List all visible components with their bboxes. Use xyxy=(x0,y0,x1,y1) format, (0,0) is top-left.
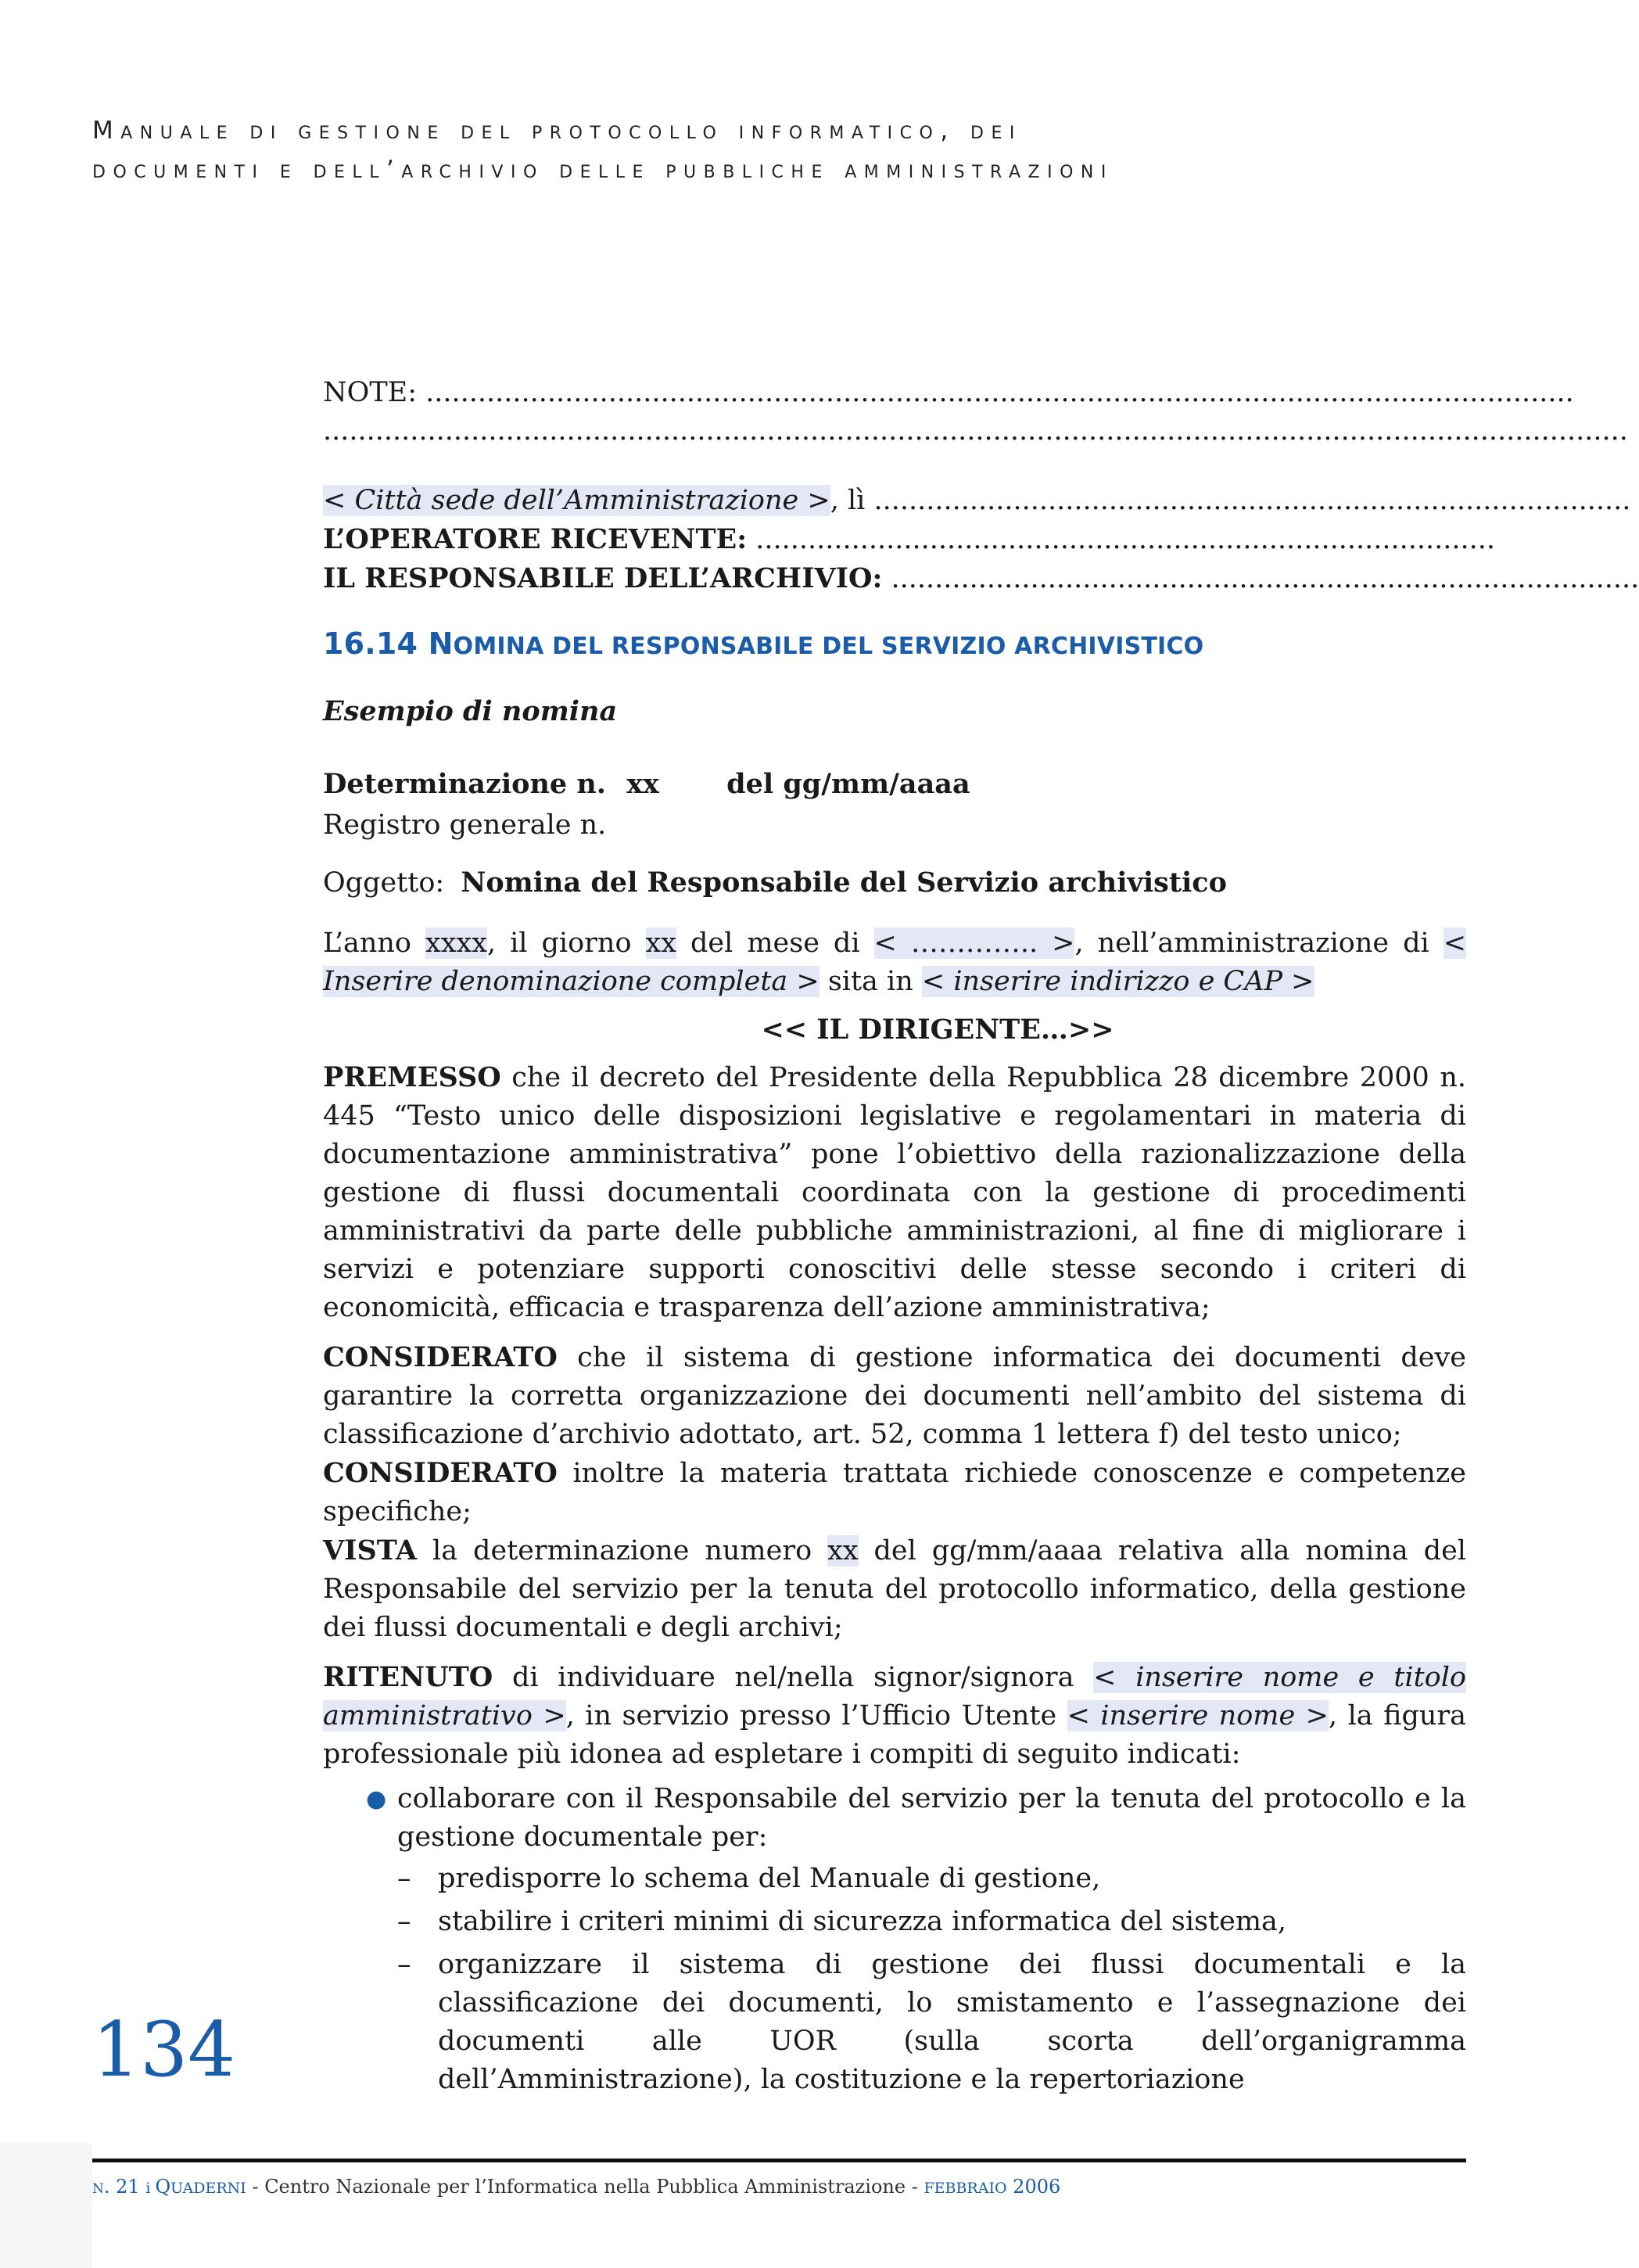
vista-xx-placeholder: xx xyxy=(827,1535,859,1566)
footer-sep: i xyxy=(145,2180,156,2197)
dash-item-2 xyxy=(323,1903,1466,1941)
determina-line xyxy=(323,765,1466,803)
city-line xyxy=(323,482,1631,520)
footer-month: FEBBRAIO xyxy=(924,2180,1007,2197)
considerato-text-1: che il sistema di gestione informatica dei documenti deve garantire la corretta organizzazione dei documenti nell’ambito del sistema di classificazione d’archivio adottato, art. 52, comma 1 lettera f) del testo unico; xyxy=(323,1342,1466,1450)
determina-label: Determinazione n. xyxy=(323,768,606,800)
archive-line xyxy=(323,559,1639,598)
section-number: 16.14 N xyxy=(323,626,454,661)
considerato-paragraph-2 xyxy=(323,1454,1466,1531)
city-placeholder: < Città sede dell’Amministrazione > xyxy=(323,485,830,516)
ritenuto-label: RITENUTO xyxy=(323,1661,493,1693)
determina-date: del gg/mm/aaaa xyxy=(726,768,970,800)
day-placeholder: xx xyxy=(645,928,677,959)
footer-issue: n. 21 xyxy=(92,2176,146,2198)
premesso-label: PREMESSO xyxy=(323,1061,501,1093)
note-line-2: ...................................................................................................................................................... xyxy=(323,415,1628,447)
footer-rule xyxy=(92,2159,1466,2162)
note-dots-1: .................................................................................................................................... xyxy=(425,377,1574,408)
dirigente-line: << IL DIRIGENTE…>> xyxy=(761,1014,1114,1046)
footer-q: Q xyxy=(155,2176,171,2198)
page-number: 134 xyxy=(92,2006,236,2094)
page-body xyxy=(323,374,1639,2104)
intro-text-1: L’anno xyxy=(323,928,426,959)
dash-mark: – xyxy=(397,1906,411,1937)
footer-shade xyxy=(0,2143,92,2268)
dash-item-text: predisporre lo schema del Manuale di gestione, xyxy=(438,1863,1101,1894)
ritenuto-text-2: , in servizio presso l’Ufficio Utente xyxy=(565,1700,1067,1732)
considerato-paragraph-1 xyxy=(323,1338,1466,1454)
intro-text-2: , il giorno xyxy=(486,928,646,959)
section-title-text: OMINA DEL RESPONSABILE DEL SERVIZIO ARCHIVISTICO xyxy=(453,633,1204,660)
intro-text-4: , nell’amministrazione di xyxy=(1074,928,1444,959)
oggetto-label: Oggetto: xyxy=(323,867,445,899)
oggetto-text: Nomina del Responsabile del Servizio archivistico xyxy=(461,867,1227,899)
ritenuto-text-3: , la figura professionale più idonea ad espletare i compiti di seguito indicati: xyxy=(323,1700,1467,1770)
dash-mark: – xyxy=(397,1949,411,1980)
operator-dots: ..................................................................................... xyxy=(747,524,1495,555)
ritenuto-paragraph xyxy=(323,1658,1466,1774)
registro-line: Registro generale n. xyxy=(323,809,607,841)
denomination-placeholder: < Inserire denominazione completa > xyxy=(323,928,1467,997)
dash-item-text: organizzare il sistema di gestione dei flussi documentali e la classificazione dei documenti, lo smistamento e l’assegnazione dei documenti alle UOR (sulla scorta dell’organigramma dell’Amministrazione), la costituzione e la repertoriazione xyxy=(438,1949,1466,2095)
name-placeholder: < inserire nome > xyxy=(1067,1700,1329,1732)
footer-quaderni: UADERNI xyxy=(170,2180,246,2197)
note-line-1 xyxy=(323,374,1574,412)
considerato-label-2: CONSIDERATO xyxy=(323,1457,558,1489)
header-line-2: documenti e dell’archivio delle pubbliche amministrazioni xyxy=(92,156,1114,184)
vista-label: VISTA xyxy=(323,1534,418,1566)
premesso-paragraph xyxy=(323,1058,1466,1327)
dash-item-text: stabilire i criteri minimi di sicurezza informatica del sistema, xyxy=(438,1906,1286,1937)
example-title: Esempio di nomina xyxy=(323,695,618,727)
dash-item-3 xyxy=(323,1946,1466,2099)
running-header xyxy=(92,111,1500,189)
city-dots: ....................................................................................... xyxy=(873,485,1631,516)
bullet-dot-icon: ● xyxy=(366,1785,387,1813)
bullet-text: collaborare con il Responsabile del servizio per la tenuta del protocollo e la gestione documentale per: xyxy=(397,1783,1466,1853)
considerato-label-1: CONSIDERATO xyxy=(323,1341,558,1373)
archive-dots: ...................................................................................... xyxy=(882,563,1639,594)
operator-label: L’OPERATORE RICEVENTE: xyxy=(323,523,748,555)
archive-label: IL RESPONSABILE DELL’ARCHIVIO: xyxy=(323,562,883,594)
premesso-text: che il decreto del Presidente della Repubblica 28 dicembre 2000 n. 445 “Testo unico delle disposizioni legislative e regolamentari in materia di documentazione amministrativa” pone l’obiettivo della razionalizzazione della gestione di flussi documentali coordinata con la gestione di procedimenti amministrativi da parte delle pubbliche amministrazioni, al fine di migliorare i servizi e potenziare supporti conoscitivi delle stesse secondo i criteri di economicità, efficacia e trasparenza dell’azione amministrativa; xyxy=(323,1062,1466,1323)
page-footer xyxy=(92,2176,1060,2198)
footer-publisher: - Centro Nazionale per l’Informatica nella Pubblica Amministrazione - xyxy=(246,2176,924,2198)
vista-paragraph xyxy=(323,1531,1466,1647)
determina-xx: xx xyxy=(626,768,659,800)
address-placeholder: < inserire indirizzo e CAP > xyxy=(921,966,1314,997)
task-bullets xyxy=(323,1780,1466,1857)
note-label: NOTE: xyxy=(323,377,418,408)
ritenuto-text-1: di individuare nel/nella signor/signora xyxy=(493,1662,1094,1693)
considerato-text-2: inoltre la materia trattata richiede conoscenze e competenze specifiche; xyxy=(323,1458,1466,1527)
section-heading xyxy=(323,625,1466,666)
task-dash-list xyxy=(323,1860,1466,2099)
dash-mark: – xyxy=(397,1863,411,1894)
year-placeholder: xxxx xyxy=(425,928,487,959)
oggetto-line xyxy=(323,863,1466,903)
intro-paragraph xyxy=(323,924,1466,1001)
month-placeholder: < ………….. > xyxy=(873,928,1075,959)
name-title-placeholder: < inserire nome e titolo amministrativo > xyxy=(323,1662,1467,1732)
dash-item-1 xyxy=(323,1860,1466,1898)
intro-text-3: del mese di xyxy=(676,928,874,959)
bullet-item xyxy=(323,1780,1466,1857)
vista-text-2: del gg/mm/aaaa relativa alla nomina del Responsabile del servizio per la tenuta del protocollo informatico, della gestione dei flussi documentali e degli archivi; xyxy=(323,1535,1466,1643)
vista-text-1: la determinazione numero xyxy=(417,1535,828,1566)
header-line-1: Manuale di gestione del protocollo informatico, dei xyxy=(92,117,1022,145)
operator-line xyxy=(323,520,1495,559)
li-text: , lì xyxy=(830,485,874,516)
intro-text-5: sita in xyxy=(819,966,922,997)
footer-year: 2006 xyxy=(1006,2176,1061,2198)
